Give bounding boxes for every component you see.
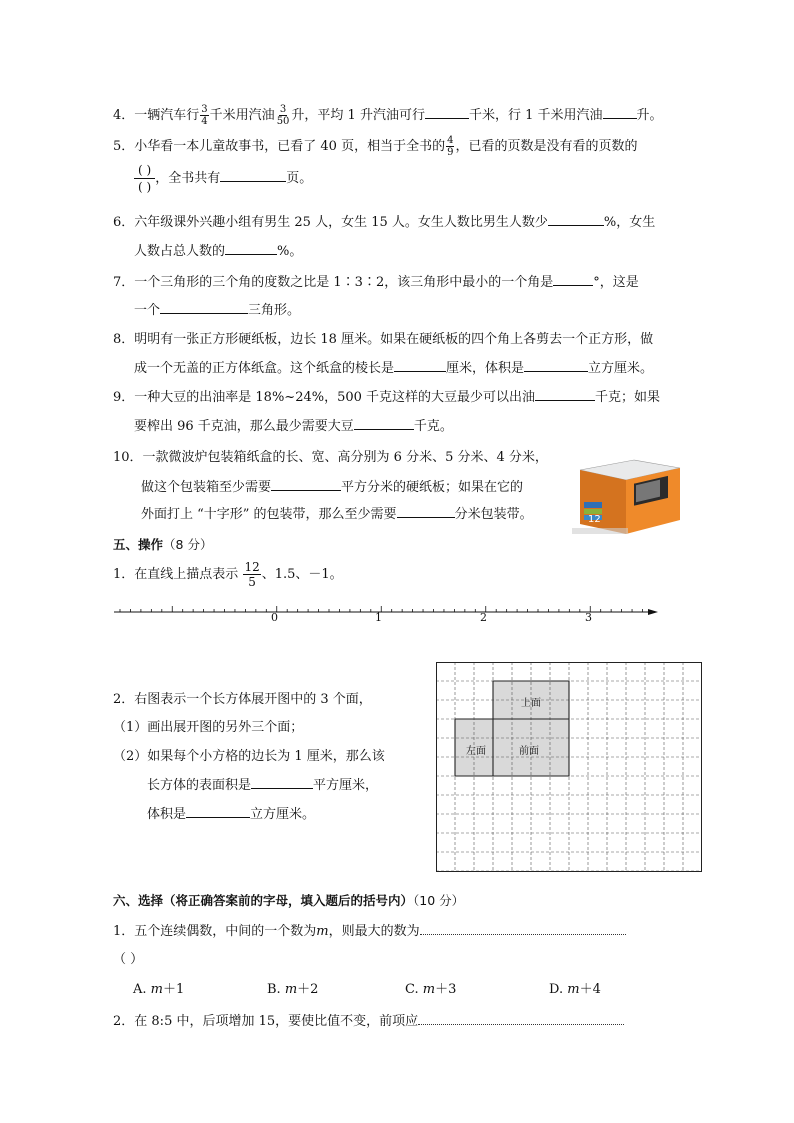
text: 明明有一张正方形硬纸板，边长 18 厘米。如果在硬纸板的四个角上各剪去一个正方形，做 bbox=[134, 332, 654, 347]
operation-2-line3: （2）如果每个小方格的边长为 1 厘米，那么该 bbox=[113, 749, 385, 764]
question-9-line2 bbox=[134, 415, 453, 434]
text: 人数占总人数的 bbox=[134, 244, 226, 259]
top-face-label: 上面 bbox=[521, 698, 541, 709]
operation-2-line2: （1）画出展开图的另外三个面； bbox=[113, 720, 304, 735]
text: 成一个无盖的正方体纸盒。这个纸盒的棱长是 bbox=[134, 361, 395, 376]
question-4 bbox=[113, 104, 663, 127]
question-10-line2 bbox=[141, 476, 523, 495]
question-7-line2 bbox=[134, 299, 300, 318]
text: 长方体的表面积是 bbox=[147, 778, 252, 793]
microwave-box-image bbox=[572, 454, 684, 538]
q-number: 9． bbox=[113, 390, 135, 405]
option-d[interactable] bbox=[549, 978, 601, 997]
text: 立方厘米。 bbox=[250, 807, 316, 822]
question-10-line3 bbox=[141, 503, 533, 522]
text: 升，平均 1 升汽油可行 bbox=[291, 108, 425, 123]
q-number: 7． bbox=[113, 275, 135, 290]
variable: m bbox=[150, 982, 163, 997]
text: 千米，行 1 千米用汽油 bbox=[468, 108, 603, 123]
option-letter: B. bbox=[267, 982, 285, 997]
answer-blank[interactable] bbox=[524, 359, 588, 372]
choice-question-1 bbox=[113, 920, 626, 939]
text: 平方厘米， bbox=[313, 778, 379, 793]
tick-label: 0 bbox=[271, 611, 278, 624]
fraction bbox=[200, 104, 208, 127]
q-number: 6． bbox=[113, 215, 135, 230]
text: 平方分米的硬纸板；如果在它的 bbox=[341, 480, 524, 495]
variable: m bbox=[422, 982, 436, 997]
section-5-heading bbox=[113, 535, 212, 553]
text: ，已看的页数是没有看的页数的 bbox=[455, 139, 638, 154]
q-number: 8． bbox=[113, 332, 135, 347]
box-label: 12 bbox=[588, 514, 601, 525]
text: 一个 bbox=[134, 303, 161, 318]
text: 要榨出 96 千克油，那么最少需要大豆 bbox=[134, 419, 354, 434]
net-grid[interactable] bbox=[436, 662, 702, 872]
left-face-label: 左面 bbox=[466, 746, 486, 757]
section-score: （10 分） bbox=[413, 893, 465, 908]
answer-blank[interactable] bbox=[251, 776, 313, 789]
variable: m bbox=[316, 924, 329, 939]
section-title: 五、操作 bbox=[113, 537, 164, 552]
text: 千米用汽油 bbox=[209, 108, 275, 123]
text: 一款微波炉包装箱纸盒的长、宽、高分别为 6 分米、5 分米、4 分米， bbox=[142, 450, 548, 465]
answer-blank[interactable] bbox=[425, 106, 469, 119]
option-text: ＋4 bbox=[579, 982, 601, 997]
text: 、1.5、－1。 bbox=[261, 567, 343, 582]
answer-paren[interactable]: （ ） bbox=[113, 952, 144, 967]
text: 六年级课外兴趣小组有男生 25 人，女生 15 人。女生人数比男生人数少 bbox=[134, 215, 548, 230]
denominator: 50 bbox=[276, 116, 290, 127]
question-10 bbox=[113, 446, 548, 465]
q-number: 1． bbox=[113, 924, 135, 939]
text: 五个连续偶数，中间的一个数为 bbox=[134, 924, 317, 939]
dotted-leader bbox=[420, 924, 626, 935]
denominator: 5 bbox=[248, 575, 256, 589]
section-title: 六、选择（将正确答案前的字母，填入题后的括号内） bbox=[113, 893, 414, 908]
answer-blank[interactable] bbox=[553, 273, 593, 286]
front-face-label: 前面 bbox=[519, 746, 539, 757]
question-6 bbox=[113, 211, 655, 230]
text: 三角形。 bbox=[248, 303, 301, 318]
option-text: ＋3 bbox=[435, 982, 457, 997]
text: 立方厘米。 bbox=[588, 361, 654, 376]
numerator-blank[interactable]: ( ) bbox=[134, 162, 155, 179]
section-score: （8 分） bbox=[163, 537, 213, 552]
choice-question-2 bbox=[113, 1010, 624, 1029]
question-5-line2 bbox=[134, 162, 312, 195]
answer-blank[interactable] bbox=[271, 478, 341, 491]
option-text: ＋1 bbox=[162, 982, 185, 997]
answer-blank[interactable] bbox=[225, 242, 277, 255]
fraction bbox=[243, 560, 260, 589]
fraction bbox=[446, 135, 454, 158]
question-9 bbox=[113, 386, 660, 405]
option-text: ＋2 bbox=[297, 982, 319, 997]
answer-blank[interactable] bbox=[394, 359, 446, 372]
fraction bbox=[276, 104, 291, 127]
denominator: 9 bbox=[447, 147, 454, 158]
text: 做这个包装箱至少需要 bbox=[141, 480, 272, 495]
text: ，则最大的数为 bbox=[328, 924, 420, 939]
text: 一种大豆的出油率是 18%~24%，500 千克这样的大豆最少可以出油 bbox=[134, 390, 536, 405]
text: 小华看一本儿童故事书，已看了 40 页，相当于全书的 bbox=[134, 139, 446, 154]
section-6-heading bbox=[113, 891, 464, 909]
paren-fraction[interactable] bbox=[134, 162, 155, 195]
option-letter: D. bbox=[549, 982, 568, 997]
operation-1 bbox=[113, 560, 343, 589]
operation-2-line4 bbox=[147, 774, 378, 793]
text: 千克。 bbox=[413, 419, 453, 434]
denominator-blank[interactable]: ( ) bbox=[138, 180, 152, 194]
answer-blank[interactable] bbox=[160, 301, 248, 314]
variable: m bbox=[284, 982, 298, 997]
answer-blank[interactable] bbox=[548, 213, 604, 226]
text: 页。 bbox=[286, 171, 313, 186]
text: °，这是 bbox=[593, 275, 639, 290]
option-letter: C. bbox=[405, 982, 423, 997]
text: 分米包装带。 bbox=[454, 507, 533, 522]
option-letter: A. bbox=[133, 982, 151, 997]
question-6-line2 bbox=[134, 240, 302, 259]
text: %。 bbox=[277, 244, 303, 259]
tick-label: 2 bbox=[480, 611, 487, 624]
question-8 bbox=[113, 328, 653, 347]
number-line[interactable] bbox=[112, 600, 662, 630]
numerator: 4 bbox=[447, 135, 454, 146]
option-c[interactable] bbox=[405, 978, 456, 997]
text: 厘米，体积是 bbox=[446, 361, 525, 376]
arrow-icon bbox=[648, 609, 658, 615]
q-number: 2． bbox=[113, 1014, 135, 1029]
q-number: 10． bbox=[113, 450, 143, 465]
operation-2-line1: 2．右图表示一个长方体展开图中的 3 个面， bbox=[113, 692, 372, 707]
text: 外面打上 “十字形” 的包装带，那么至少需要 bbox=[141, 507, 397, 522]
question-8-line2 bbox=[134, 357, 653, 376]
numerator: 12 bbox=[244, 560, 260, 574]
answer-blank[interactable] bbox=[397, 505, 455, 518]
answer-blank[interactable] bbox=[220, 169, 286, 182]
numerator: 3 bbox=[279, 104, 287, 115]
text: 在 8:5 中，后项增加 15，要使比值不变，前项应 bbox=[134, 1014, 419, 1029]
question-5 bbox=[113, 135, 637, 158]
answer-blank[interactable] bbox=[186, 805, 250, 818]
text: 一辆汽车行 bbox=[134, 108, 200, 123]
question-7 bbox=[113, 271, 639, 290]
denominator: 4 bbox=[201, 116, 208, 127]
tick-label: 1 bbox=[375, 611, 382, 624]
text: 在直线上描点表示 bbox=[134, 567, 239, 582]
q-number: 4． bbox=[113, 108, 135, 123]
text: ，全书共有 bbox=[155, 171, 221, 186]
variable: m bbox=[567, 982, 580, 997]
dotted-leader bbox=[418, 1014, 624, 1025]
answer-blank[interactable] bbox=[535, 388, 595, 401]
text: %，女生 bbox=[603, 215, 656, 230]
answer-blank[interactable] bbox=[603, 106, 637, 119]
option-a[interactable] bbox=[133, 978, 184, 997]
text: 千克；如果 bbox=[595, 390, 661, 405]
option-b[interactable] bbox=[267, 978, 318, 997]
q-number: 5． bbox=[113, 139, 135, 154]
answer-blank[interactable] bbox=[354, 417, 414, 430]
operation-2-line5 bbox=[147, 803, 315, 822]
numerator: 3 bbox=[201, 104, 208, 115]
text: 升。 bbox=[636, 108, 663, 123]
q-number: 1． bbox=[113, 567, 135, 582]
text: 体积是 bbox=[147, 807, 187, 822]
text: 一个三角形的三个角的度数之比是 1∶3∶2，该三角形中最小的一个角是 bbox=[134, 275, 554, 290]
tick-label: 3 bbox=[585, 611, 592, 624]
